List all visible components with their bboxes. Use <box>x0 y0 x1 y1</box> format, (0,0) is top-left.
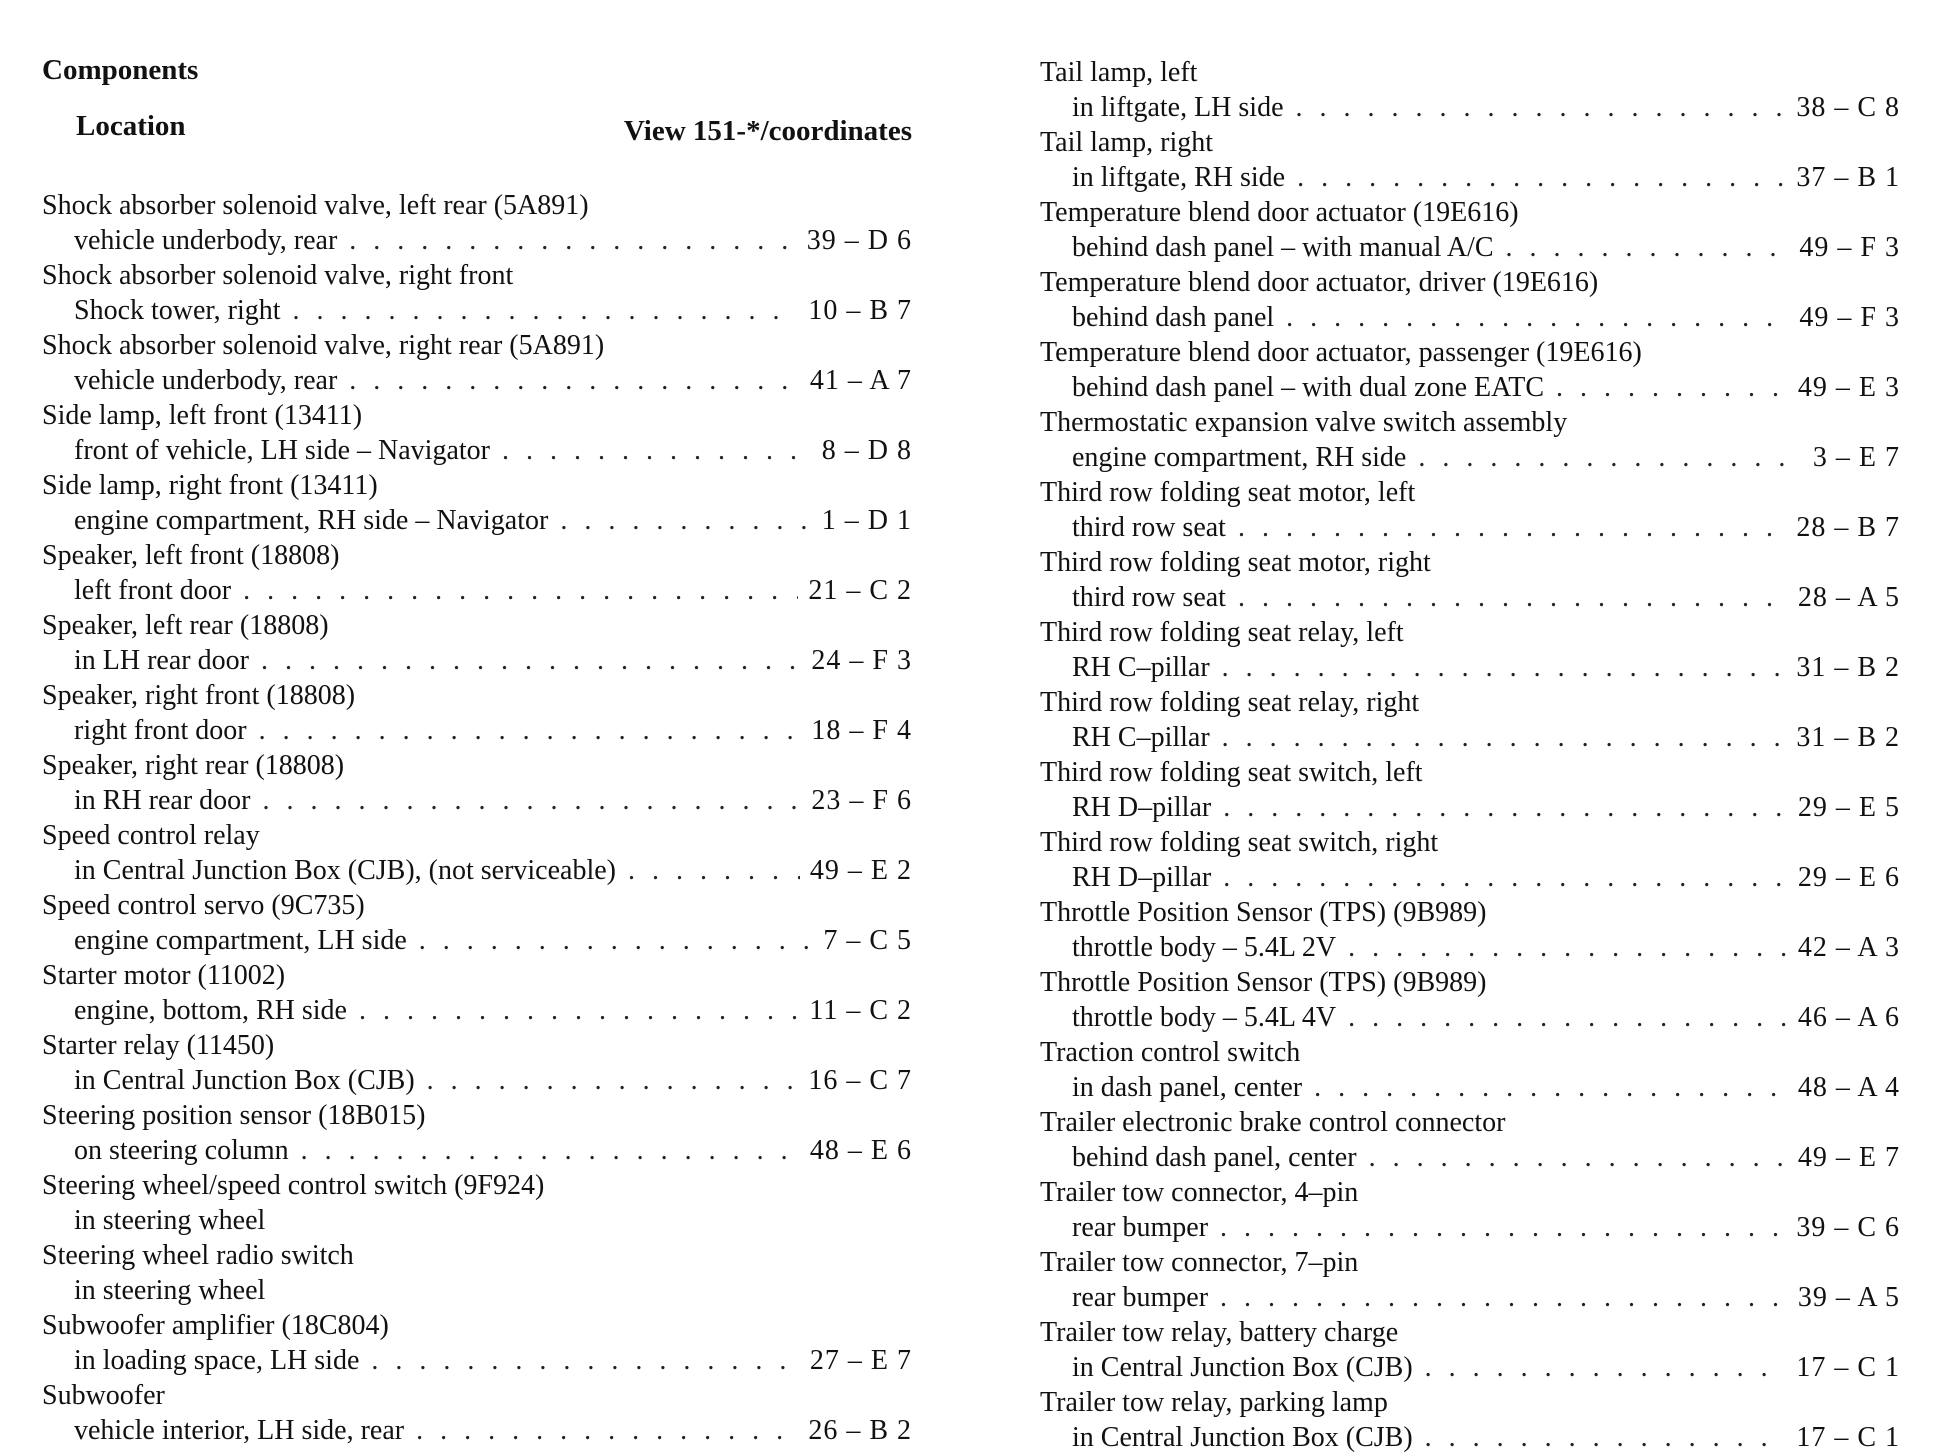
component-location: vehicle interior, LH side, rear <box>74 1415 405 1446</box>
view-coordinate: 11 – C 2 <box>809 995 912 1026</box>
list-item <box>1040 1315 1900 1385</box>
view-coordinate: 29 – E 5 <box>1797 792 1900 823</box>
dot-leader <box>293 293 799 328</box>
dot-leader <box>1222 650 1787 685</box>
dot-leader <box>419 923 814 958</box>
component-name: Third row folding seat motor, right <box>1040 547 1431 578</box>
dot-leader <box>371 1343 800 1378</box>
dot-leader <box>1297 160 1786 195</box>
component-name: Speaker, left front (18808) <box>42 540 340 571</box>
dot-leader <box>1220 1210 1786 1245</box>
component-location: rear bumper <box>1072 1212 1209 1243</box>
list-item <box>42 1238 912 1308</box>
view-coordinate: 29 – E 6 <box>1797 862 1900 893</box>
dot-leader <box>1418 440 1803 475</box>
list-item <box>1040 405 1900 475</box>
component-name: Trailer tow connector, 4–pin <box>1040 1177 1359 1208</box>
component-location: engine compartment, RH side – Navigator <box>74 505 549 536</box>
component-location-row <box>42 993 912 1028</box>
component-location: behind dash panel – with dual zone EATC <box>1072 372 1545 403</box>
component-location: vehicle underbody, rear <box>74 365 338 396</box>
component-location-row <box>1040 1210 1900 1245</box>
view-coordinate: 17 – C 1 <box>1796 1352 1900 1383</box>
component-location: engine compartment, RH side <box>1072 442 1407 473</box>
view-coordinate: 49 – F 3 <box>1799 232 1900 263</box>
component-location-row <box>42 1203 912 1238</box>
component-name: Third row folding seat switch, left <box>1040 757 1423 788</box>
list-item <box>42 1308 912 1378</box>
component-name: Starter motor (11002) <box>42 960 286 991</box>
component-location: in dash panel, center <box>1072 1072 1303 1103</box>
view-coordinate: 16 – C 7 <box>808 1065 912 1096</box>
component-location: RH C–pillar <box>1072 652 1210 683</box>
component-name: Temperature blend door actuator (19E616) <box>1040 197 1519 228</box>
component-location: left front door <box>74 575 232 606</box>
list-item <box>42 328 912 398</box>
component-name: Traction control switch <box>1040 1037 1301 1068</box>
component-name: Shock absorber solenoid valve, right front <box>42 260 514 291</box>
component-location-row <box>42 1133 912 1168</box>
component-location-row <box>1040 580 1900 615</box>
component-location: Shock tower, right <box>74 295 281 326</box>
component-location-row <box>42 1063 912 1098</box>
component-location: in steering wheel <box>74 1205 266 1236</box>
component-name: Subwoofer <box>42 1380 165 1411</box>
list-item <box>1040 195 1900 265</box>
component-name: Trailer tow relay, parking lamp <box>1040 1387 1388 1418</box>
component-location-row <box>42 1413 912 1448</box>
dot-leader <box>1238 580 1788 615</box>
view-coordinate: 8 – D 8 <box>821 435 912 466</box>
dot-leader <box>502 433 812 468</box>
view-coordinate: 48 – A 4 <box>1797 1072 1900 1103</box>
dot-leader <box>1222 720 1787 755</box>
component-location: in Central Junction Box (CJB) <box>74 1065 415 1096</box>
dot-leader <box>560 503 811 538</box>
component-location: engine, bottom, RH side <box>74 995 347 1026</box>
view-coordinate: 48 – E 6 <box>809 1135 912 1166</box>
component-location: throttle body – 5.4L 4V <box>1072 1002 1337 1033</box>
view-coordinate: 1 – D 1 <box>821 505 912 536</box>
component-location: in Central Junction Box (CJB) <box>1072 1422 1413 1453</box>
view-coordinate: 28 – B 7 <box>1796 512 1900 543</box>
view-coordinate: 27 – E 7 <box>809 1345 912 1376</box>
view-coordinate: 39 – D 6 <box>806 225 912 256</box>
dot-leader <box>1369 1140 1788 1175</box>
component-location-row <box>42 713 912 748</box>
component-location: in loading space, LH side <box>74 1345 360 1376</box>
list-item <box>1040 615 1900 685</box>
component-location-row <box>1040 1000 1900 1035</box>
component-name: Trailer tow connector, 7–pin <box>1040 1247 1359 1278</box>
dot-leader <box>243 573 798 608</box>
component-location-row <box>1040 510 1900 545</box>
component-location-row <box>1040 1350 1900 1385</box>
view-coordinate: 21 – C 2 <box>808 575 912 606</box>
component-name: Throttle Position Sensor (TPS) (9B989) <box>1040 897 1487 928</box>
component-name: Speed control servo (9C735) <box>42 890 365 921</box>
component-location: in LH rear door <box>74 645 249 676</box>
list-item <box>1040 265 1900 335</box>
dot-leader <box>1556 370 1788 405</box>
component-location-row <box>1040 1070 1900 1105</box>
view-coordinate: 38 – C 8 <box>1796 92 1900 123</box>
list-item <box>42 258 912 328</box>
component-name: Temperature blend door actuator, driver (19E616) <box>1040 267 1599 298</box>
list-item <box>42 468 912 538</box>
components-heading: Components <box>42 54 199 86</box>
dot-leader <box>349 223 796 258</box>
component-location: right front door <box>74 715 247 746</box>
list-item <box>1040 55 1900 125</box>
component-location: vehicle underbody, rear <box>74 225 338 256</box>
component-location-row <box>42 783 912 818</box>
list-item <box>42 748 912 818</box>
component-name: Third row folding seat motor, left <box>1040 477 1416 508</box>
component-location-row <box>42 923 912 958</box>
dot-leader <box>1425 1350 1787 1385</box>
component-location-row <box>1040 90 1900 125</box>
dot-leader <box>359 993 799 1028</box>
list-item <box>42 608 912 678</box>
list-item <box>1040 755 1900 825</box>
component-name: Side lamp, right front (13411) <box>42 470 378 501</box>
dot-leader <box>628 853 800 888</box>
list-item <box>1040 475 1900 545</box>
dot-leader <box>1425 1420 1787 1455</box>
component-name: Subwoofer amplifier (18C804) <box>42 1310 389 1341</box>
component-name: Steering wheel radio switch <box>42 1240 354 1271</box>
component-location-row <box>1040 1140 1900 1175</box>
view-coordinate: 41 – A 7 <box>809 365 912 396</box>
right-entries-list <box>1040 55 1900 1455</box>
dot-leader <box>1348 1000 1788 1035</box>
location-heading: Location <box>76 110 186 142</box>
component-location-row <box>42 643 912 678</box>
component-location-row <box>42 1343 912 1378</box>
dot-leader <box>301 1133 800 1168</box>
list-item <box>1040 895 1900 965</box>
component-name: Temperature blend door actuator, passenger (19E616) <box>1040 337 1642 368</box>
component-location-row <box>42 1273 912 1308</box>
component-location-row <box>1040 440 1900 475</box>
component-name: Shock absorber solenoid valve, right rear (5A891) <box>42 330 605 361</box>
component-location: in Central Junction Box (CJB), (not serviceable) <box>74 855 616 886</box>
view-coordinate: 24 – F 3 <box>811 645 912 676</box>
dot-leader <box>349 363 800 398</box>
list-item <box>1040 685 1900 755</box>
list-item <box>1040 1245 1900 1315</box>
component-location-row <box>1040 370 1900 405</box>
list-item <box>42 678 912 748</box>
list-item <box>42 818 912 888</box>
component-location: RH C–pillar <box>1072 722 1210 753</box>
view-coordinate: 10 – B 7 <box>808 295 912 326</box>
dot-leader <box>1223 790 1788 825</box>
list-item <box>42 1028 912 1098</box>
component-name: Trailer electronic brake control connector <box>1040 1107 1506 1138</box>
list-item <box>1040 125 1900 195</box>
dot-leader <box>259 713 802 748</box>
component-name: Speaker, left rear (18808) <box>42 610 329 641</box>
component-name: Shock absorber solenoid valve, left rear (5A891) <box>42 190 589 221</box>
view-coordinate: 37 – B 1 <box>1796 162 1900 193</box>
component-name: Throttle Position Sensor (TPS) (9B989) <box>1040 967 1487 998</box>
view-coordinate: 31 – B 2 <box>1796 652 1900 683</box>
list-item <box>42 1378 912 1448</box>
view-coordinate: 28 – A 5 <box>1797 582 1900 613</box>
list-item <box>1040 1385 1900 1455</box>
dot-leader <box>416 1413 798 1448</box>
list-item <box>1040 545 1900 615</box>
dot-leader <box>1220 1280 1788 1315</box>
dot-leader <box>1506 230 1790 265</box>
component-location: behind dash panel <box>1072 302 1275 333</box>
view-coordinate: 49 – E 7 <box>1797 1142 1900 1173</box>
component-name: Speaker, right rear (18808) <box>42 750 345 781</box>
component-location-row <box>1040 650 1900 685</box>
component-location: third row seat <box>1072 582 1226 613</box>
view-coordinate: 39 – C 6 <box>1796 1212 1900 1243</box>
component-name: Third row folding seat switch, right <box>1040 827 1439 858</box>
component-location-row <box>1040 300 1900 335</box>
component-name: Side lamp, left front (13411) <box>42 400 363 431</box>
view-coordinate: 49 – E 3 <box>1797 372 1900 403</box>
list-item <box>42 1098 912 1168</box>
list-item <box>1040 335 1900 405</box>
view-coordinate: 23 – F 6 <box>811 785 912 816</box>
component-location-row <box>42 223 912 258</box>
view-coordinate: 26 – B 2 <box>808 1415 912 1446</box>
view-coordinate: 31 – B 2 <box>1796 722 1900 753</box>
component-name: Starter relay (11450) <box>42 1030 275 1061</box>
component-name: Thermostatic expansion valve switch assembly <box>1040 407 1568 438</box>
component-location: engine compartment, LH side <box>74 925 407 956</box>
component-location-row <box>1040 790 1900 825</box>
view-coordinate: 42 – A 3 <box>1797 932 1900 963</box>
view-coordinate: 3 – E 7 <box>1812 442 1900 473</box>
component-location: RH D–pillar <box>1072 862 1212 893</box>
view-coordinate: 46 – A 6 <box>1797 1002 1900 1033</box>
dot-leader <box>1348 930 1788 965</box>
component-location: behind dash panel – with manual A/C <box>1072 232 1494 263</box>
list-item <box>1040 1105 1900 1175</box>
component-location: in Central Junction Box (CJB) <box>1072 1352 1413 1383</box>
component-location-row <box>42 573 912 608</box>
component-location: in liftgate, RH side <box>1072 162 1286 193</box>
component-name: Steering position sensor (18B015) <box>42 1100 426 1131</box>
component-location-row <box>42 433 912 468</box>
component-name: Tail lamp, right <box>1040 127 1214 158</box>
component-name: Third row folding seat relay, right <box>1040 687 1420 718</box>
view-coordinate: 49 – E 2 <box>809 855 912 886</box>
dot-leader <box>427 1063 799 1098</box>
view-coordinates-heading: View 151-*/coordinates <box>623 115 912 147</box>
list-item <box>1040 965 1900 1035</box>
dot-leader <box>261 643 801 678</box>
left-entries-list <box>42 188 912 1448</box>
list-item <box>42 958 912 1028</box>
list-item <box>42 188 912 258</box>
component-name: Third row folding seat relay, left <box>1040 617 1404 648</box>
component-location-row <box>42 293 912 328</box>
list-item <box>1040 825 1900 895</box>
component-location-row <box>1040 1280 1900 1315</box>
view-coordinate: 17 – C 1 <box>1796 1422 1900 1453</box>
list-item <box>42 1168 912 1238</box>
component-location-row <box>1040 720 1900 755</box>
view-coordinate: 18 – F 4 <box>811 715 912 746</box>
component-location-row <box>1040 930 1900 965</box>
component-location: behind dash panel, center <box>1072 1142 1357 1173</box>
component-name: Speaker, right front (18808) <box>42 680 356 711</box>
dot-leader <box>263 783 802 818</box>
list-item <box>1040 1035 1900 1105</box>
dot-leader <box>1238 510 1786 545</box>
component-location: on steering column <box>74 1135 289 1166</box>
component-location-row <box>1040 860 1900 895</box>
component-name: Steering wheel/speed control switch (9F924) <box>42 1170 545 1201</box>
component-location-row <box>42 503 912 538</box>
component-location-row <box>1040 230 1900 265</box>
component-name: Speed control relay <box>42 820 260 851</box>
component-location: in steering wheel <box>74 1275 266 1306</box>
component-location: rear bumper <box>1072 1282 1209 1313</box>
component-location: front of vehicle, LH side – Navigator <box>74 435 490 466</box>
list-item <box>1040 1175 1900 1245</box>
component-location: in liftgate, LH side <box>1072 92 1284 123</box>
list-item <box>42 398 912 468</box>
component-location-row <box>42 853 912 888</box>
list-item <box>42 538 912 608</box>
component-name: Trailer tow relay, battery charge <box>1040 1317 1399 1348</box>
dot-leader <box>1223 860 1788 895</box>
view-coordinate: 7 – C 5 <box>823 925 912 956</box>
component-location: RH D–pillar <box>1072 792 1212 823</box>
component-name: Tail lamp, left <box>1040 57 1198 88</box>
dot-leader <box>1314 1070 1788 1105</box>
dot-leader <box>1286 300 1789 335</box>
component-location: throttle body – 5.4L 2V <box>1072 932 1337 963</box>
component-location-row <box>1040 160 1900 195</box>
component-location: third row seat <box>1072 512 1226 543</box>
component-location: in RH rear door <box>74 785 251 816</box>
view-coordinate: 49 – F 3 <box>1799 302 1900 333</box>
dot-leader <box>1296 90 1787 125</box>
list-item <box>42 888 912 958</box>
component-location-row <box>42 363 912 398</box>
component-location-row <box>1040 1420 1900 1455</box>
view-coordinate: 39 – A 5 <box>1797 1282 1900 1313</box>
